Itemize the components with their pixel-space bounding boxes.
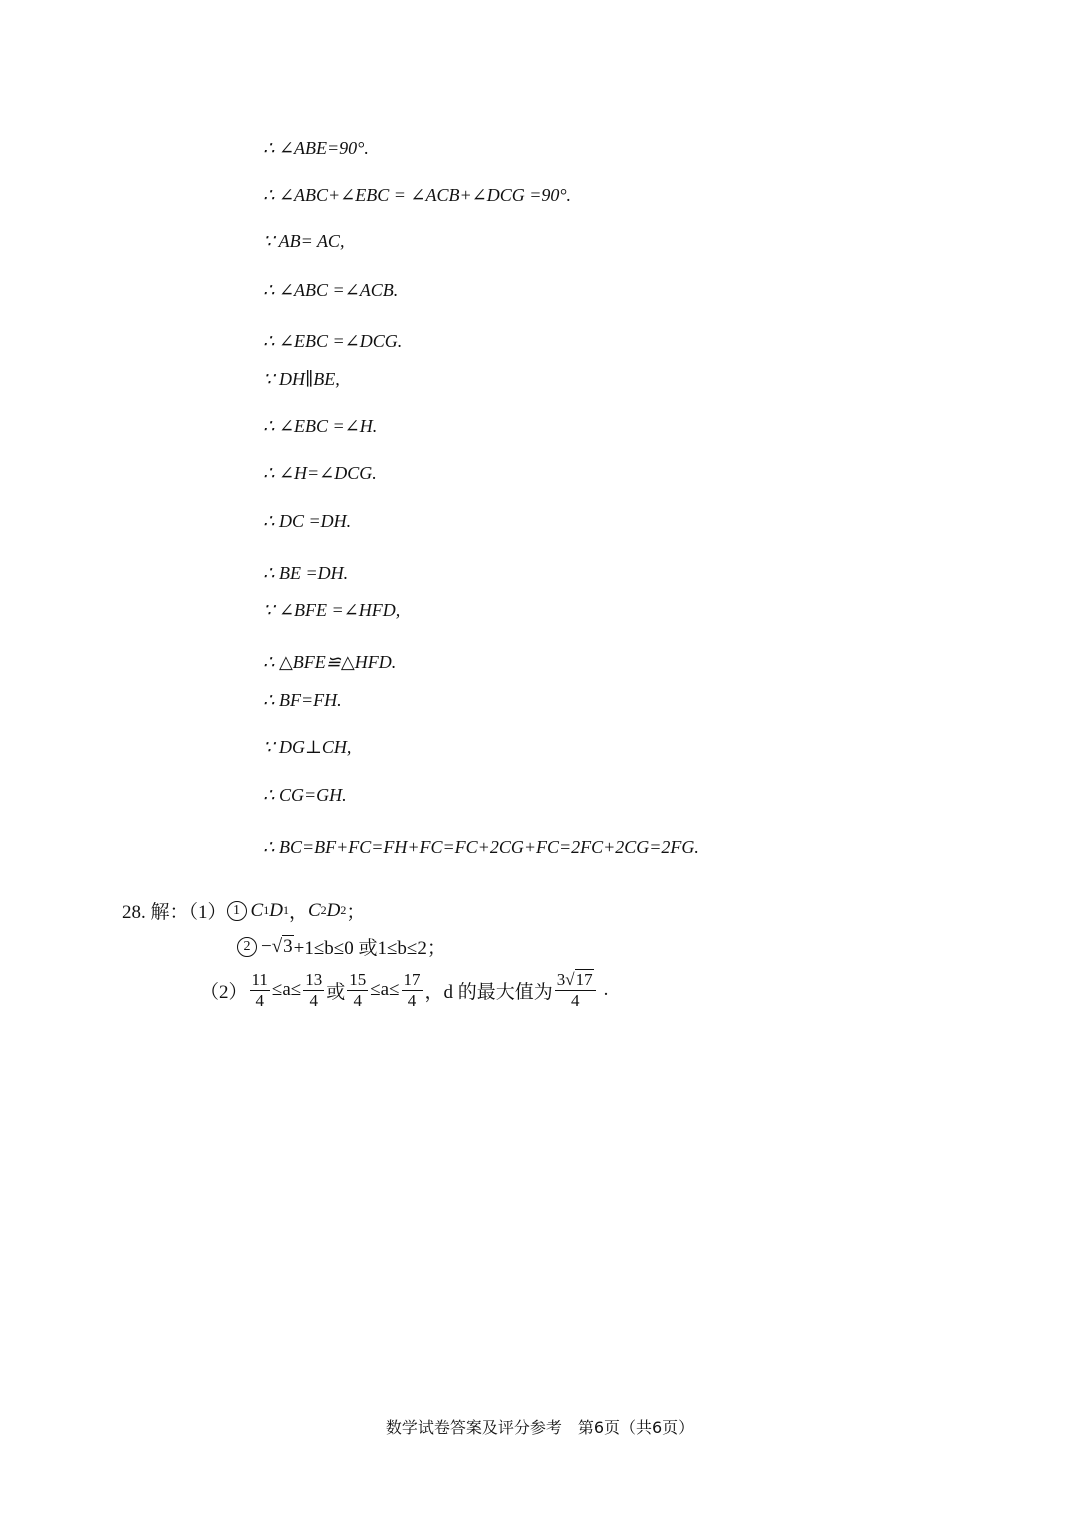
fraction-denominator: 4 [255,990,264,1010]
q28-sub-c1: 1 [263,903,270,917]
q28-part1-line1 [122,897,365,924]
fraction-17-4 [402,970,423,1010]
q28-sub-c2: 2 [320,903,327,917]
fraction-numerator: 13 [305,970,323,989]
sqrt-icon: √ [271,935,283,957]
q28-sub-d1: 1 [282,903,289,917]
q28-separator: ， [288,902,308,923]
q28-segment-c1: C [250,899,264,921]
proof-line: ∵ DG⊥CH, [263,737,352,757]
fraction-3sqrt17-4 [555,970,596,1010]
q28-segment-d1: D [269,899,283,921]
q28-label: 28. 解：（1） [122,902,227,923]
proof-line: ∵ AB= AC, [263,231,345,251]
fraction-numerator: 11 [251,970,268,989]
fraction-numerator: 17 [403,970,421,989]
proof-line: ∵ DH∥BE, [263,369,340,389]
inequality: ≤a≤ [370,979,400,1001]
q28-segment-d2: D [326,899,341,921]
q28-sub-d2: 2 [340,903,347,917]
proof-line: ∵ ∠BFE =∠HFD, [263,600,401,620]
proof-line: ∴ DC =DH. [263,511,352,531]
q28-end: . [603,979,609,1001]
fraction-denominator: 4 [353,990,362,1010]
fraction-numerator [555,970,596,991]
or-word: 或 [326,981,346,1003]
inequality: ≤a≤ [271,979,302,1001]
radical-coefficient: 3 [556,970,566,989]
page-footer: 数学试卷答案及评分参考 第6页（共6页） [385,1418,695,1437]
proof-line: ∴ △BFE≌△HFD. [263,652,397,672]
proof-line: ∴ BC=BF+FC=FH+FC=FC+2CG+FC=2FC+2CG=2FG. [263,837,699,857]
fraction-radicand: 17 [575,970,593,989]
q28-segment-c2: C [307,899,321,921]
fraction-numerator: 15 [349,970,367,989]
q28-part1-line2 [237,933,446,960]
q28-minus: − [261,935,272,957]
proof-line: ∴ BF=FH. [263,690,342,710]
proof-line: ∴ ∠EBC =∠H. [263,416,378,436]
fraction-denominator: 4 [570,990,580,1010]
fraction-denominator: 4 [309,990,318,1010]
proof-line: ∴ ∠EBC =∠DCG. [263,331,403,351]
proof-line: ∴ ∠ABC+∠EBC = ∠ACB+∠DCG =90°. [263,185,572,205]
proof-line: ∴ ∠H=∠DCG. [263,463,377,483]
circled-number-2: 2 [237,937,257,957]
proof-line: ∴ ∠ABC =∠ACB. [263,280,399,300]
fraction-13-4 [303,970,324,1010]
circled-number-1: 1 [227,901,247,921]
q28-line-end: ； [346,902,366,923]
proof-line: ∴ ∠ABE=90°. [263,138,369,158]
fraction-15-4 [347,970,368,1010]
proof-line: ∴ CG=GH. [263,785,347,805]
sqrt-icon: √ [565,970,575,989]
q28-radicand: 3 [283,936,293,957]
fraction-denominator: 4 [407,990,417,1010]
proof-line: ∴ BE =DH. [263,563,349,583]
q28-part2 [200,970,608,1010]
q28-max-text: ，d 的最大值为 [424,981,553,1003]
q28-range: +1≤b≤0 或1≤b≤2； [293,938,446,959]
q28-part2-label: （2） [200,981,248,1003]
fraction-11-4 [250,970,270,1010]
